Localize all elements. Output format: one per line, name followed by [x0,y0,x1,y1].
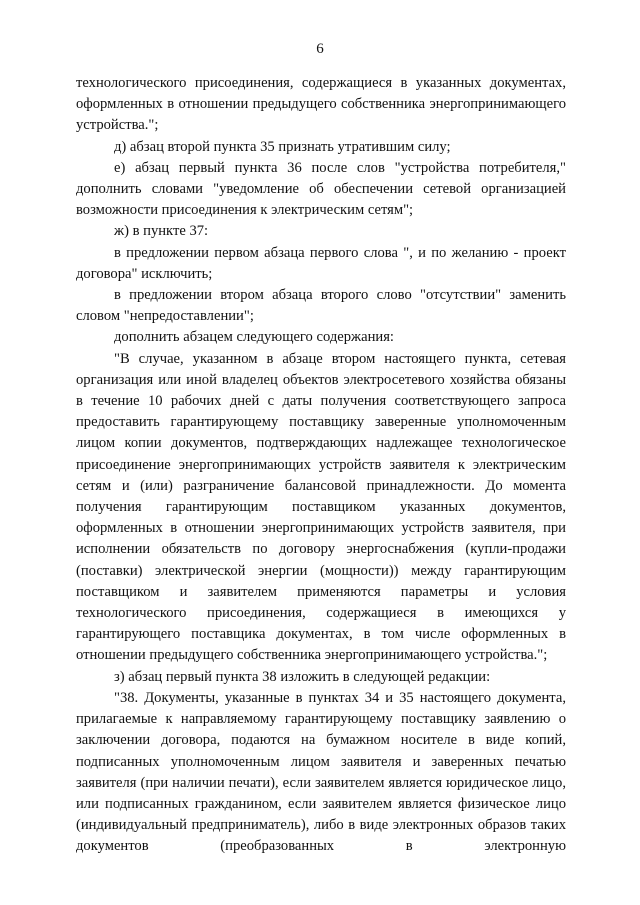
paragraph-item-d: д) абзац второй пункта 35 признать утратившим силу; [114,138,451,155]
document-body [76,73,566,858]
paragraph-quoted-clause: "В случае, указанном в абзаце втором настоящего пункта, сетевая организация или иной владелец объектов электросетевого хозяйства обязаны в течение 10 рабочих дней с даты получения соответствующего запроса предоставить гарантирующему поставщику заверенные уполномоченным лицом копии документов, подтверждающих надлежащее технологическое присоединение энергопринимающих устройств заявителя к электрическим сетям и (или) разграничение балансовой принадлежности. До момента получения гарантирующим поставщиком указанных документов, оформленных в отношении энергопринимающих устройств заявителя, при исполнении обязательств по договору энергоснабжения (купли-продажи (поставки) электрической энергии (мощности)) между гарантирующим поставщиком и заявителем применяются параметры и условия технологического присоединения, содержащиеся в имеющихся у гарантирующего поставщика документах, в том числе оформленных в отношении предыдущего собственника энергопринимающего устройства."; [76,350,566,664]
paragraph-sentence-one: в предложении первом абзаца первого слова ", и по желанию - проект договора" исключить; [76,244,566,282]
paragraph-clause-38: "38. Документы, указанные в пунктах 34 и 35 настоящего документа, прилагаемые к направляемому гарантирующему поставщику заявлению о заключении договора, подаются на бумажном носителе в виде копий, подписанных уполномоченным лицом заявителя и заверенных печатью заявителя (при наличии печати), если заявителем является юридическое лицо, или подписанных гражданином, если заявителем является физическое лицо (индивидуальный предприниматель), либо в виде электронных образов таких документов (преобразованных в электронную [76,689,566,855]
paragraph-continuation: технологического присоединения, содержащиеся в указанных документах, оформленных в отношении предыдущего собственника энергопринимающего устройства."; [76,75,566,134]
paragraph-item-e: е) абзац первый пункта 36 после слов "устройства потребителя," дополнить словами "уведомление об обеспечении сетевой организацией возможности присоединения к электрическим сетям"; [76,159,566,219]
paragraph-sentence-two: в предложении втором абзаца второго слово "отсутствии" заменить словом "непредоставлении"; [76,287,566,325]
paragraph-add-clause: дополнить абзацем следующего содержания: [114,329,394,346]
paragraph-item-z: з) абзац первый пункта 38 изложить в следующей редакции: [114,668,491,685]
page-number: 6 [316,41,324,57]
paragraph-item-zh: ж) в пункте 37: [114,223,209,240]
